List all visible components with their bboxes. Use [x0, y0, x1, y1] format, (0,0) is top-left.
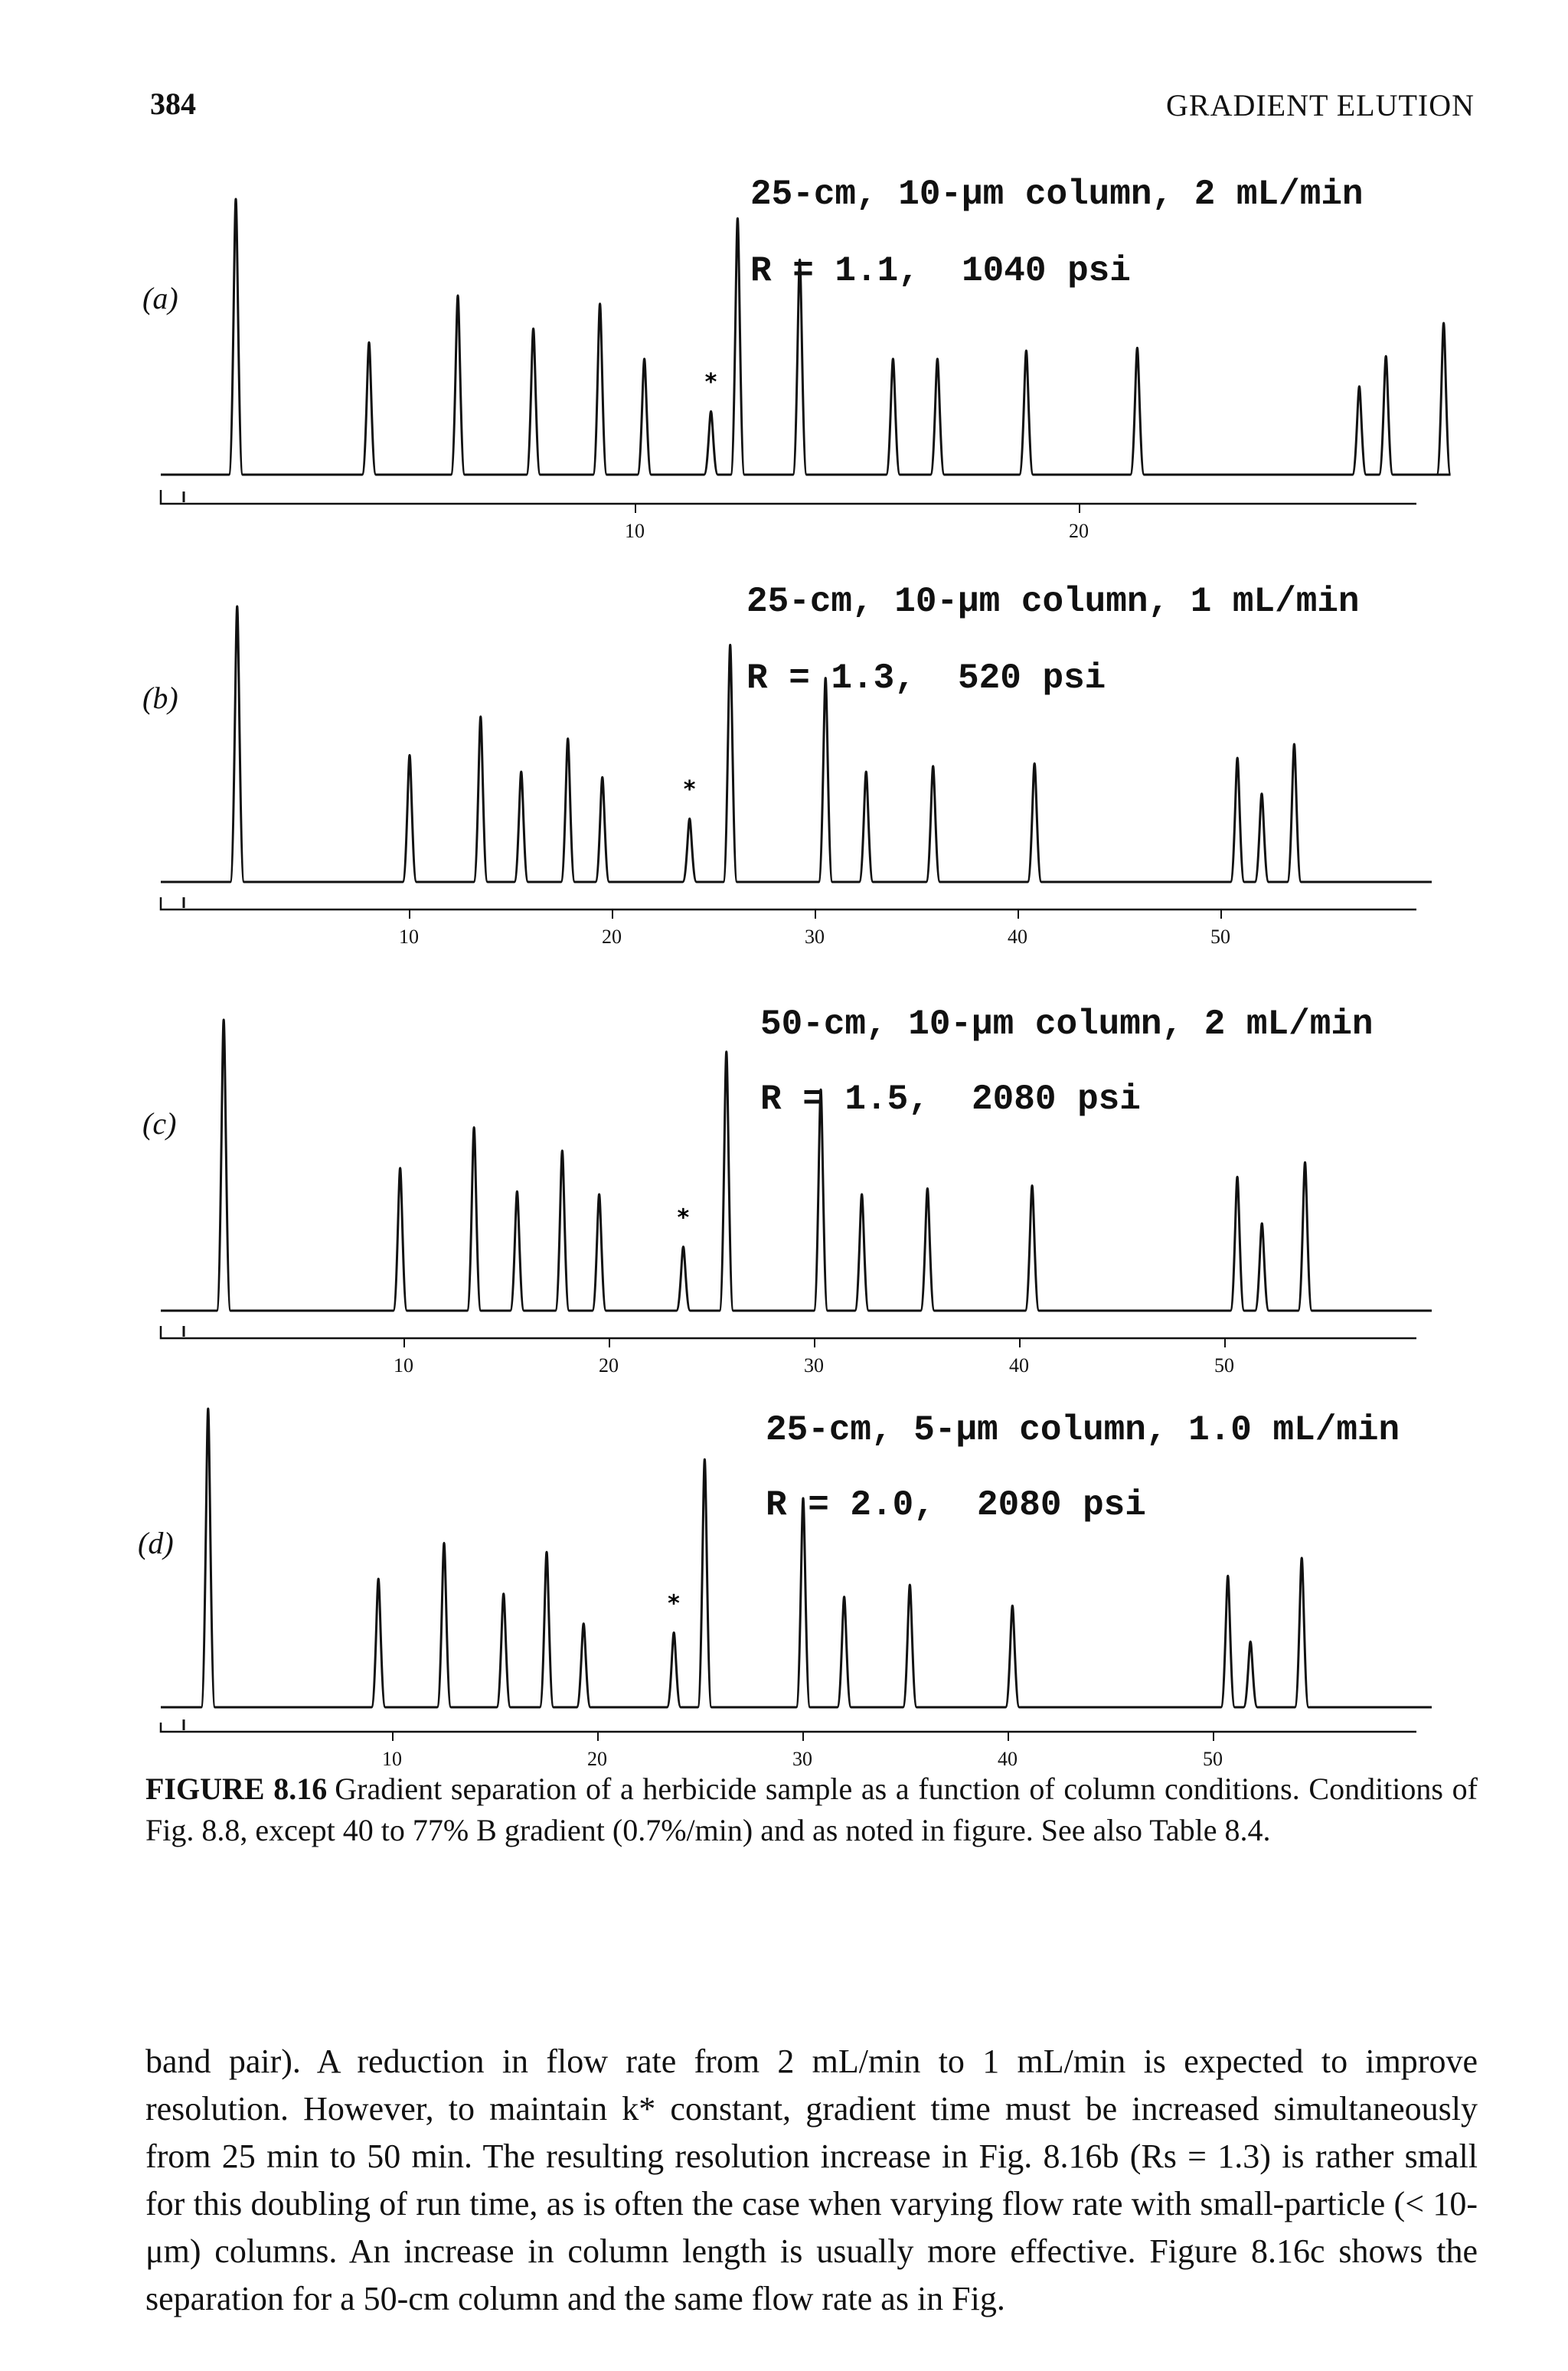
peak-apex	[1293, 743, 1295, 745]
peak-apex	[1236, 1176, 1238, 1177]
peak-apex	[368, 341, 370, 343]
figure-label: FIGURE 8.16	[145, 1772, 328, 1806]
axis-tick-label: 40	[998, 1748, 1018, 1770]
peak-apex	[644, 358, 645, 360]
chromatogram-trace	[161, 1409, 1432, 1707]
peak-apex	[1250, 1641, 1251, 1642]
peak-apex	[516, 1190, 518, 1192]
peak-apex	[1385, 355, 1387, 357]
panel-label: (b)	[142, 681, 178, 715]
peak-apex	[1031, 1185, 1033, 1187]
peak-apex	[737, 217, 738, 219]
chromatogram-trace	[161, 1020, 1432, 1311]
axis-tick-label: 30	[792, 1748, 812, 1770]
chromatogram-plot	[145, 582, 1447, 980]
peak-apex	[235, 198, 237, 200]
peak-apex	[1301, 1557, 1302, 1559]
peak-apex	[1236, 757, 1238, 759]
chromatogram-b	[142, 582, 1447, 995]
peak-apex	[207, 1408, 209, 1409]
marked-peak-asterisk: *	[704, 369, 717, 397]
chromatogram-plot	[145, 170, 1447, 568]
peak-apex	[1443, 322, 1445, 324]
chromatogram-trace	[161, 606, 1432, 882]
time-axis	[161, 1326, 1416, 1338]
peak-apex	[865, 771, 867, 772]
page-number: 384	[150, 87, 196, 121]
peak-apex	[710, 410, 712, 412]
axis-tick-label: 20	[587, 1748, 607, 1770]
axis-tick-label: 10	[399, 926, 419, 948]
peak-apex	[936, 358, 938, 360]
peak-apex	[473, 1127, 475, 1128]
peak-apex	[726, 1051, 727, 1053]
axis-tick-label: 50	[1210, 926, 1230, 948]
chromatogram-d	[138, 1387, 1447, 1801]
peak-apex	[223, 1019, 224, 1021]
marked-peak-asterisk: *	[683, 776, 696, 804]
axis-tick-label: 30	[805, 926, 825, 948]
peak-apex	[1136, 347, 1138, 348]
condition-line-2: R = 1.5, 2080 psi	[760, 1079, 1141, 1119]
chromatogram-a	[142, 170, 1447, 583]
axis-tick-label: 20	[602, 926, 622, 948]
peak-apex	[443, 1543, 445, 1544]
peak-apex	[1034, 763, 1035, 764]
time-axis	[161, 490, 1416, 504]
body-text	[145, 2038, 1478, 2323]
axis-tick-label: 10	[382, 1748, 402, 1770]
body-paragraph: band pair). A reduction in flow rate from 2 mL/min to 1 mL/min is expected to improve resolution. However, to maintain k* constant, gradient time must be increased simultaneously from 25 min to 50 min. The resulting resolution increase in Fig. 8.16b (Rs = 1.3) is rather small for this doubling of run time, as is often the case when varying flow rate with small-particle (< 10-μm) columns. An increase in column length is usually more effective. Figure 8.16c shows the separation for a 50-cm column and the same flow rate as in Fig.	[145, 2043, 1478, 2317]
axis-tick-label: 20	[1069, 520, 1089, 542]
peak-apex	[909, 1584, 910, 1586]
peak-apex	[1227, 1575, 1229, 1576]
panel-label: (a)	[142, 281, 178, 315]
peak-apex	[457, 295, 459, 296]
condition-line-1: 25-cm, 10-μm column, 2 mL/min	[750, 175, 1364, 214]
condition-line-1: 50-cm, 10-μm column, 2 mL/min	[760, 1004, 1374, 1044]
peak-apex	[377, 1578, 379, 1579]
panel-label: (c)	[142, 1106, 177, 1141]
caption-text: Gradient separation of a herbicide sample as a function of column conditions. Conditions of Fig. 8.8, except 40 to 77% B gradient (0.7%/min) and as noted in figure. See also Table 8.4.	[145, 1772, 1478, 1847]
peak-apex	[682, 1246, 684, 1247]
peak-apex	[480, 716, 482, 717]
peak-apex	[704, 1458, 705, 1460]
condition-line-2: R = 1.3, 520 psi	[746, 658, 1106, 698]
peak-apex	[1025, 350, 1027, 351]
peak-apex	[602, 776, 603, 778]
peak-apex	[926, 1187, 928, 1189]
peak-apex	[1358, 386, 1360, 387]
condition-line-2: R = 1.1, 1040 psi	[750, 251, 1131, 291]
time-axis	[161, 1723, 1416, 1732]
peak-apex	[730, 644, 731, 645]
axis-tick-label: 10	[625, 520, 645, 542]
axis-tick-label: 50	[1203, 1748, 1223, 1770]
condition-line-2: R = 2.0, 2080 psi	[766, 1485, 1146, 1525]
axis-tick-label: 20	[599, 1354, 619, 1377]
marked-peak-asterisk: *	[668, 1590, 680, 1618]
peak-apex	[1261, 793, 1263, 795]
peak-apex	[533, 328, 534, 329]
panel-label: (d)	[138, 1526, 174, 1560]
condition-line-1: 25-cm, 10-μm column, 1 mL/min	[746, 582, 1360, 622]
peak-apex	[521, 771, 522, 772]
peak-apex	[599, 303, 601, 305]
peak-apex	[1011, 1605, 1013, 1606]
figure-caption	[145, 1768, 1478, 1851]
peak-apex	[567, 738, 569, 740]
axis-tick-label: 30	[804, 1354, 824, 1377]
chromatogram-trace	[161, 199, 1451, 475]
axis-tick-label: 10	[394, 1354, 413, 1377]
peak-apex	[689, 818, 691, 819]
peak-apex	[1261, 1223, 1263, 1224]
chromatogram-plot	[145, 992, 1447, 1390]
peak-apex	[892, 358, 893, 360]
time-axis	[161, 897, 1416, 910]
chromatogram-c	[142, 992, 1447, 1406]
peak-apex	[861, 1194, 863, 1195]
peak-apex	[409, 754, 410, 756]
condition-line-1: 25-cm, 5-μm column, 1.0 mL/min	[766, 1410, 1400, 1450]
axis-tick-label: 40	[1008, 926, 1027, 948]
peak-apex	[503, 1593, 505, 1595]
peak-apex	[1305, 1161, 1306, 1163]
peak-apex	[237, 606, 238, 607]
axis-tick-label: 50	[1214, 1354, 1234, 1377]
peak-apex	[844, 1596, 845, 1598]
peak-apex	[400, 1168, 401, 1169]
peak-apex	[599, 1194, 600, 1195]
peak-apex	[561, 1150, 563, 1151]
peak-apex	[673, 1632, 675, 1634]
peak-apex	[933, 766, 934, 767]
running-head: GRADIENT ELUTION	[1166, 88, 1475, 122]
peak-apex	[583, 1623, 584, 1625]
peak-apex	[546, 1551, 547, 1553]
marked-peak-asterisk: *	[677, 1204, 690, 1232]
axis-tick-label: 40	[1009, 1354, 1029, 1377]
